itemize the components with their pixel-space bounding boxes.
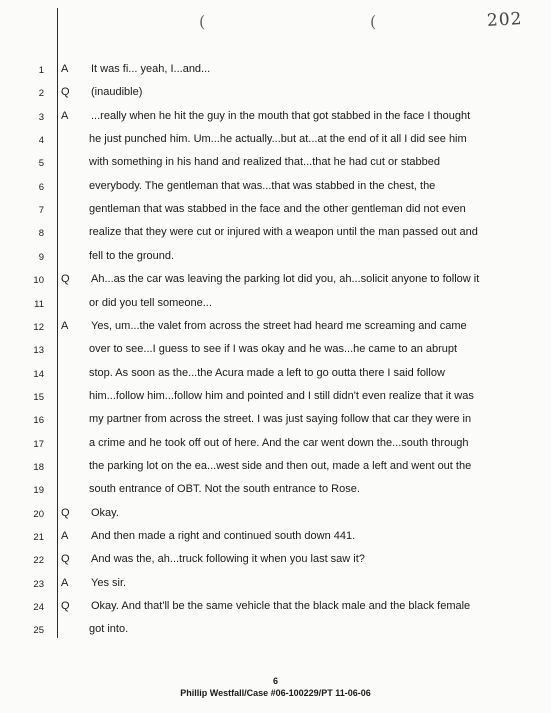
line-text: ...really when he hit the guy in the mouth that got stabbed in the face I thought	[91, 109, 471, 122]
line-number: 24	[33, 602, 44, 614]
line-text: him...follow him...follow him and pointed and I still didn't even realize that it was	[89, 389, 474, 402]
line-text: over to see...I guess to see if I was okay and he was...he came to an abrupt	[89, 343, 458, 356]
line-number: 15	[33, 391, 44, 403]
transcript-line	[0, 364, 551, 386]
line-number: 5	[38, 158, 44, 170]
transcript-line	[0, 550, 551, 572]
transcript-line	[0, 294, 551, 316]
speaker-label: Q	[61, 600, 70, 613]
line-text: my partner from across the street. I was just saying follow that car they were in	[89, 413, 472, 426]
line-number: 19	[33, 485, 44, 497]
speaker-label: Q	[61, 506, 70, 519]
line-number: 11	[34, 298, 44, 310]
line-text: or did you tell someone...	[89, 296, 212, 309]
line-number: 3	[38, 111, 44, 123]
line-text: fell to the ground.	[89, 249, 175, 262]
line-number: 17	[33, 438, 44, 450]
line-number: 18	[33, 461, 44, 473]
line-number: 16	[33, 415, 44, 427]
transcript-line	[0, 270, 551, 292]
line-number: 22	[33, 555, 44, 567]
line-text: everybody. The gentleman that was...that was stabbed in the chest, the	[89, 179, 436, 192]
line-number: 4	[38, 135, 44, 147]
line-number: 7	[38, 205, 44, 217]
line-number: 25	[33, 625, 44, 637]
speaker-label: A	[61, 319, 69, 332]
handwritten-page-number: 202	[486, 9, 523, 31]
transcript-line	[0, 340, 551, 362]
line-number: 23	[33, 578, 44, 590]
line-number: 9	[38, 251, 44, 263]
line-text: south entrance of OBT. Not the south entrance to Rose.	[89, 483, 360, 496]
line-text: It was fi... yeah, I...and...	[91, 63, 211, 75]
transcript-line	[0, 480, 551, 502]
line-number: 20	[33, 508, 44, 520]
speaker-label: A	[61, 530, 69, 542]
line-number: 21	[33, 532, 44, 543]
transcript-line	[0, 457, 551, 479]
line-text: Yes sir.	[91, 576, 127, 589]
transcript-line	[0, 223, 551, 245]
line-text: (inaudible)	[91, 86, 143, 99]
speaker-label: A	[61, 576, 69, 589]
handwritten-mark-right: (	[370, 12, 377, 31]
transcript-line	[0, 527, 551, 549]
speaker-label: Q	[61, 553, 70, 566]
case-footer: Phillip Westfall/Case #06-100229/PT 11-06-06	[180, 688, 371, 698]
speaker-label: A	[61, 109, 69, 122]
line-text: gentleman that was stabbed in the face and the other gentleman did not even	[89, 203, 466, 216]
line-number: 13	[33, 345, 44, 357]
transcript-line	[0, 434, 551, 456]
line-number: 14	[33, 368, 44, 380]
line-number: 12	[33, 321, 44, 333]
transcript-line	[0, 83, 551, 105]
transcript-line	[0, 60, 551, 82]
line-text: with something in his hand and realized that...that he had cut or stabbed	[89, 156, 441, 169]
line-text: realize that they were cut or injured with a weapon until the man passed out and	[89, 226, 478, 239]
transcript-line	[0, 387, 551, 409]
line-text: And was the, ah...truck following it when you last saw it?	[91, 553, 365, 566]
line-text: And then made a right and continued south down 441.	[91, 530, 356, 542]
transcript-line	[0, 130, 551, 152]
speaker-label: Q	[61, 86, 70, 99]
speaker-label: A	[61, 63, 69, 75]
line-text: he just punched him. Um...he actually...but at...at the end of it all I did see him	[89, 133, 467, 146]
transcript-line	[0, 107, 551, 129]
line-number: 10	[33, 275, 44, 287]
transcript-line	[0, 597, 551, 619]
line-text: a crime and he took off out of here. And the car went down the...south through	[89, 436, 469, 449]
line-number: 6	[38, 181, 44, 193]
page-number: 6	[272, 676, 278, 686]
transcript-line	[0, 504, 551, 526]
line-text: the parking lot on the ea...west side and then out, made a left and went out the	[89, 459, 472, 472]
transcript-line	[0, 574, 551, 596]
line-text: got into.	[89, 623, 129, 636]
line-text: stop. As soon as the...the Acura made a left to go outta there I said follow	[89, 366, 445, 379]
line-text: Okay.	[91, 506, 119, 519]
transcript-line	[0, 200, 551, 222]
line-number: 8	[38, 228, 44, 240]
line-text: Ah...as the car was leaving the parking lot did you, ah...solicit anyone to follow it	[91, 273, 480, 286]
transcript-line	[0, 317, 551, 339]
transcript-line	[0, 410, 551, 432]
line-number: 2	[38, 88, 44, 100]
transcript-line	[0, 247, 551, 269]
speaker-label: Q	[61, 273, 70, 286]
line-text: Okay. And that'll be the same vehicle that the black male and the black female	[91, 600, 471, 613]
handwritten-mark-left: (	[199, 12, 206, 31]
line-number: 1	[38, 65, 44, 76]
transcript-line	[0, 153, 551, 175]
line-text: Yes, um...the valet from across the street had heard me screaming and came	[91, 319, 467, 332]
transcript-line	[0, 177, 551, 199]
transcript-line	[0, 620, 551, 642]
